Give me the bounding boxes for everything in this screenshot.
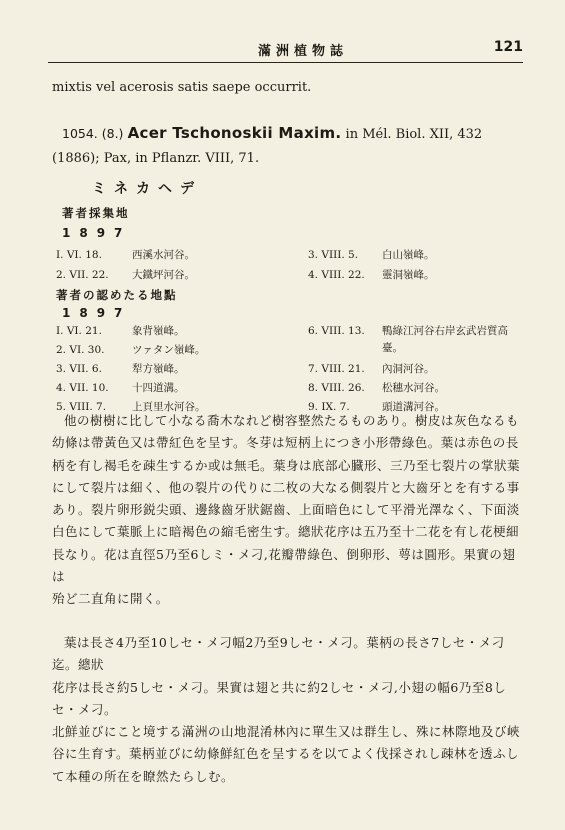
observed-record [56,342,205,357]
record-place: ツァタン嶺峰。 [132,344,206,356]
text-line: 花序は長さ約5しセ・メ刁。果實は翅と共に約2しセ・メ刁,小翅の幅6乃至8しセ・メ刁。 [52,679,507,717]
text-line: 北鮮並びにこと境する滿洲の山地混淆林內に單生又は群生し、殊に林際地及び峽 [52,724,521,740]
observed-record [308,380,445,395]
record-place: 上頁里水河谷。 [132,401,206,413]
record-place: 大鐵坪河谷。 [132,269,195,281]
observed-record [308,323,508,338]
text-line: 白色にして葉脈上に暗褐色の縮毛密生す。總狀花序は五乃至十二花を有し花梗細 [52,524,520,540]
text-line: 幼條は帶黃色又は帶紅色を呈す。冬芽は短柄上につき小形帶綠色。葉は赤色の長 [52,435,519,451]
record-date: 9. IX. 7. [308,401,350,413]
text-line: にして裂片は細く、他の裂片の代りに二枚の大なる側裂片と大齒牙とを有する事 [52,479,520,495]
record-place: 松穗水河谷。 [382,382,445,394]
collection-record [308,247,435,262]
collection-heading: 著者採集地 [62,206,130,220]
text-line: 葉は長さ4乃至10しセ・メ刁幅2乃至9しセ・メ刁。葉柄の長さ7しセ・メ刁迄。總狀 [52,635,505,673]
collection-record [308,267,435,282]
species-name: Acer Tschonoskii Maxim. [127,124,342,142]
japanese-name: ミネカヘデ [92,181,202,197]
record-date: 6. VIII. 13. [308,325,365,337]
collection-record [56,267,195,282]
record-date: 2. VI. 30. [56,344,105,356]
measurement-paragraph [52,632,527,788]
text-line: て本種の所在を瞭然たらしむ。 [52,768,235,784]
observed-record [56,323,185,338]
observed-record-continued [308,340,403,355]
record-place: 白山嶺峰。 [382,249,435,261]
record-date: 2. VII. 22. [56,269,109,281]
description-paragraph [52,410,527,611]
observed-record [56,380,185,395]
record-date: 7. VIII. 21. [308,363,365,375]
text-line: 殆ど二直角に開く。 [52,591,169,607]
page-header [48,38,523,63]
collection-record [56,247,195,262]
observed-year: 1897 [62,306,132,320]
text-line: あり。裂片卵形鋭尖頭、邊緣齒牙狀鋸齒、上面暗色にして平滑光澤なく、下面淡 [52,502,520,518]
record-place: 西溪水河谷。 [132,249,195,261]
observed-record [56,361,185,376]
record-date: 3. VIII. 5. [308,249,359,261]
record-date: I. VI. 21. [56,325,102,337]
observed-record [308,361,435,376]
record-date: I. VI. 18. [56,249,102,261]
page-number: 121 [493,39,523,55]
text-line: 他の樹樹に比して小なる喬木なれど樹容整然たるものあり。樹皮は灰色なるも [64,413,520,428]
entry-citation-line [62,124,482,142]
record-place: 頭道溝河谷。 [382,401,445,413]
record-place: 鴨綠江河谷右岸玄武岩質高 [382,325,508,337]
record-place: 十四道溝。 [132,382,185,394]
record-date: 4. VIII. 22. [308,269,365,281]
record-place: 犁方嶺峰。 [132,363,185,375]
observed-heading: 著者の認めたる地點 [56,288,178,302]
record-date: 5. VIII. 7. [56,401,107,413]
record-date: 3. VII. 6. [56,363,102,375]
record-place: 臺。 [382,342,403,354]
collection-year: 1897 [62,226,132,240]
record-date: 4. VII. 10. [56,382,109,394]
citation-text-2: (1886); Pax, in Pflanzr. VIII, 71. [52,151,260,166]
running-title: 滿洲植物誌 [258,44,349,59]
text-line: 柄を有し褐毛を疎生するか或は無毛。葉身は底部心臓形、三乃至七裂片の掌狀葉 [52,457,521,473]
previous-entry-text: mixtis vel acerosis satis saepe occurrit. [52,80,312,95]
entry-number: 1054. (8.) [62,126,124,141]
text-line: 谷に生育す。葉柄並びに幼條鮮紅色を呈するを以てよく伐採されし疎林を透ふし [52,746,520,762]
citation-text-1: in Mél. Biol. XII, 432 [341,127,483,142]
text-line: 長なり。花は直徑5乃至6しミ・メ刁,花瓣帶綠色、倒卵形、萼は圓形。果實の翅は [52,546,516,585]
record-place: 靈洞嶺峰。 [382,269,435,281]
record-place: 象背嶺峰。 [132,325,185,337]
record-date: 8. VIII. 26. [308,382,365,394]
record-place: 內洞河谷。 [382,363,435,375]
